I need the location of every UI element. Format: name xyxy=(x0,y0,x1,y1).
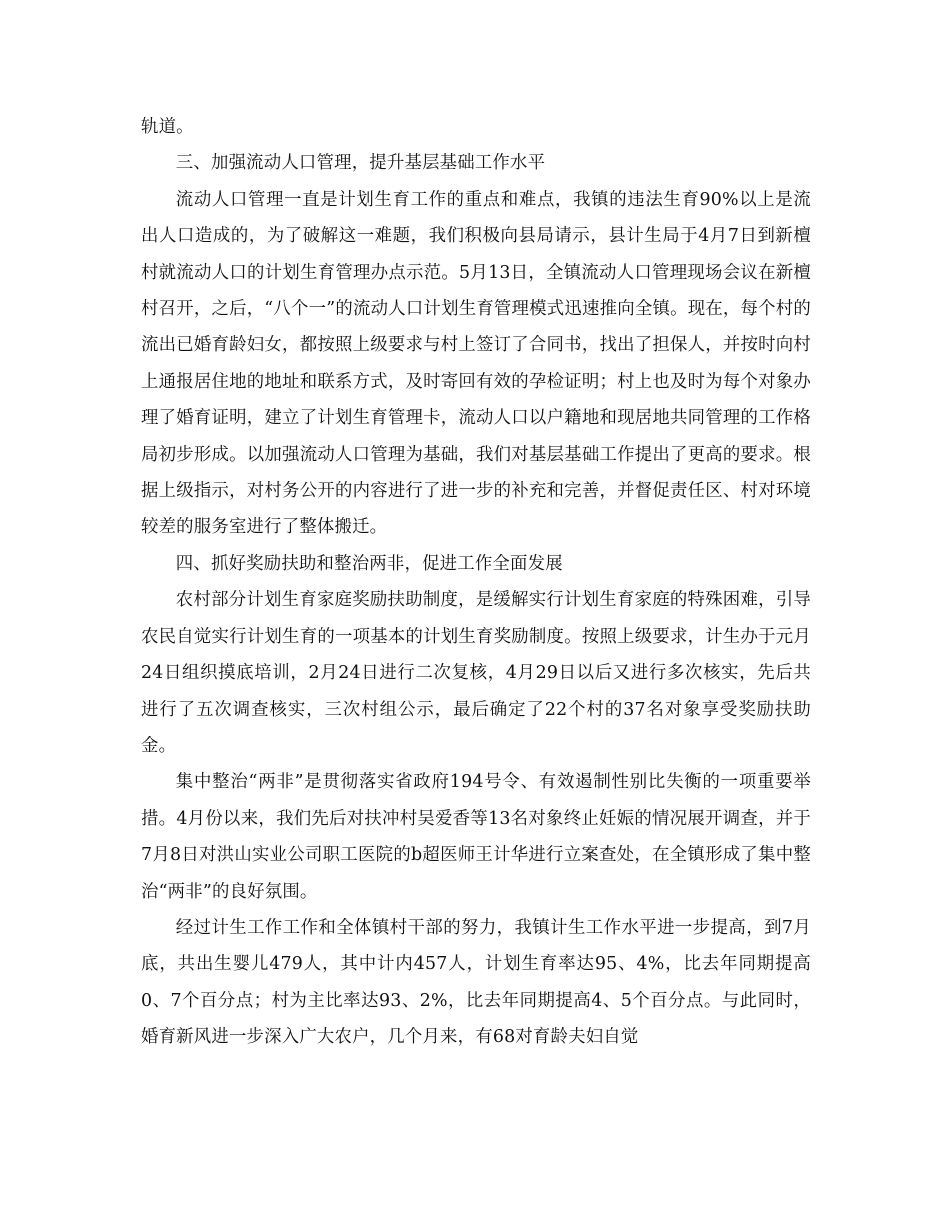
section-heading-3: 三、加强流动人口管理，提升基层基础工作水平 xyxy=(175,153,546,174)
document-body xyxy=(141,109,811,1056)
paragraph-continuation: 轨道。 xyxy=(141,117,194,137)
paragraph-floating-population: 流动人口管理一直是计划生育工作的重点和难点，我镇的违法生育90%以上是流出人口造成的，为了破解这一难题，我们积极向县局请示，县计生局于4月7日到新檀村就流动人口的计划生育管理办点示范。5月13日，全镇流动人口管理现场会议在新檀村召开，之后，“八个一”的流动人口计划生育管理模式迅速推向全镇。现在，每个村的流出已婚育龄妇女，都按照上级要求与村上签订了合同书，找出了担保人，并按时向村上通报居住地的地址和联系方式，及时寄回有效的孕检证明；村上也及时为每个对象办理了婚育证明，建立了计划生育管理卡，流动人口以户籍地和现居地共同管理的工作格局初步形成。以加强流动人口管理为基础，我们对基层基础工作提出了更高的要求。根据上级指示，对村务公开的内容进行了进一步的补充和完善，并督促责任区、村对环境较差的服务室进行了整体搬迁。 xyxy=(141,189,811,538)
paragraph-results-summary: 经过计生工作工作和全体镇村干部的努力，我镇计生工作水平进一步提高，到7月底，共出生婴儿479人，其中计内457人，计划生育率达95、4%，比去年同期提高0、7个百分点；村为主比率达93、2%，比去年同期提高4、5个百分点。与此同时，婚育新风进一步深入广大农户，几个月来，有68对育龄夫妇自觉 xyxy=(141,917,811,1048)
paragraph-reward-assistance: 农村部分计划生育家庭奖励扶助制度，是缓解实行计划生育家庭的特殊困难，引导农民自觉实行计划生育的一项基本的计划生育奖励制度。按照上级要求，计生办于元月24日组织摸底培训，2月24日进行二次复核，4月29日以后又进行多次核实，先后共进行了五次调查核实，三次村组公示，最后确定了22个村的37名对象享受奖励扶助金。 xyxy=(141,590,811,756)
paragraph-two-illegal-practices: 集中整治“两非”是贯彻落实省政府194号令、有效遏制性别比失衡的一项重要举措。4月份以来，我们先后对扶冲村吴爱香等13名对象终止妊娠的情况展开调查，并于7月8日对洪山实业公司职工医院的b超医师王计华进行立案查处，在全镇形成了集中整治“两非”的良好氛围。 xyxy=(141,772,811,902)
section-heading-4: 四、抓好奖励扶助和整治两非，促进工作全面发展 xyxy=(175,553,563,574)
